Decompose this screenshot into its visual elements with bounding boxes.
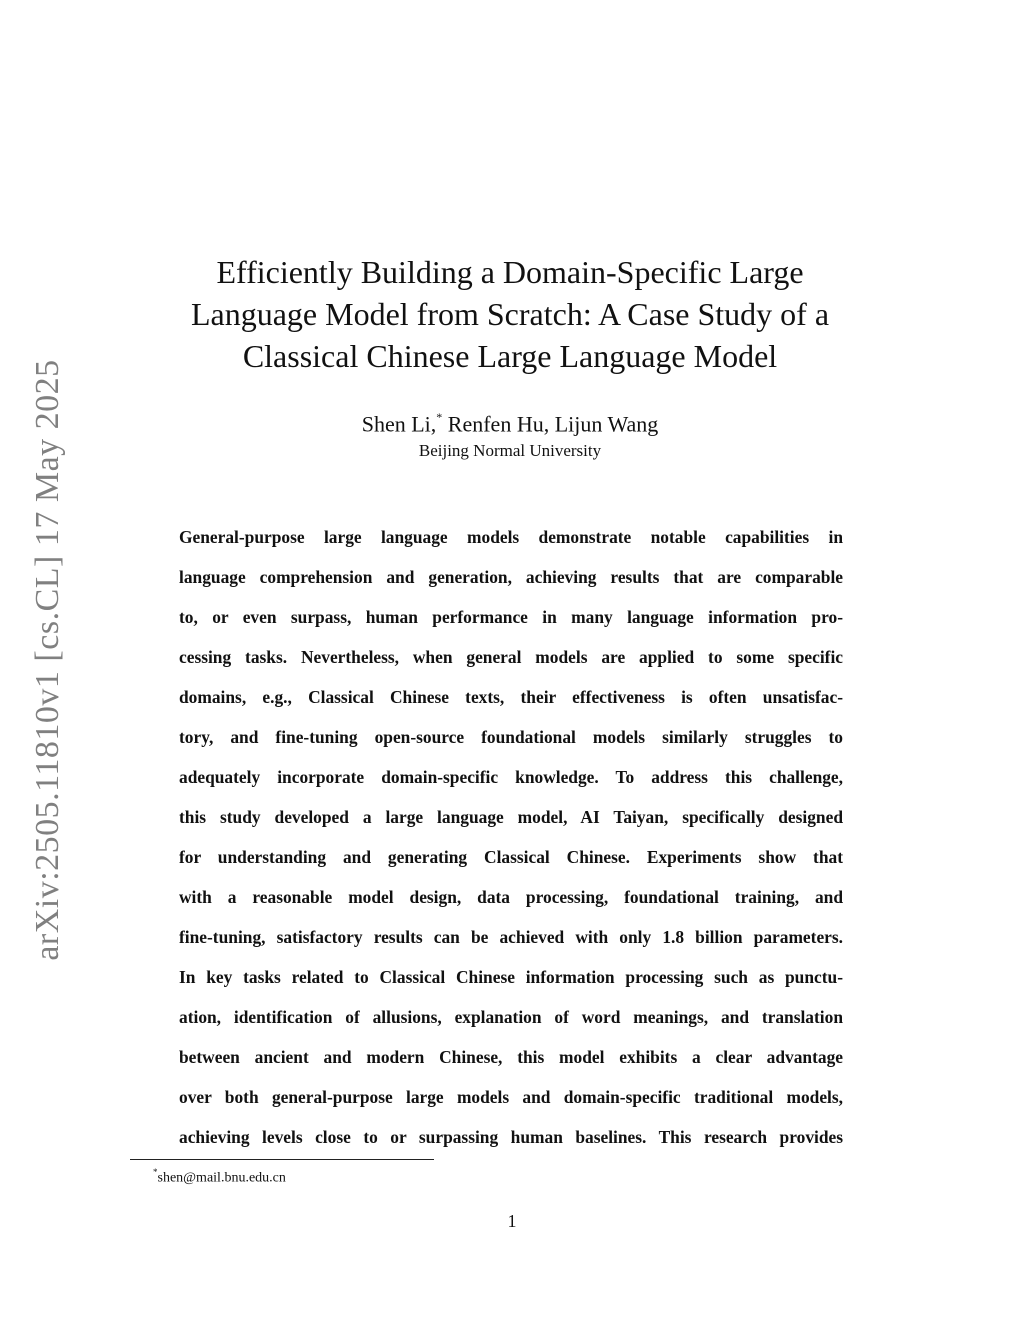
affiliation: Beijing Normal University bbox=[418, 441, 602, 460]
abstract-line: achieving levels close to or surpassing human baselines. This research provides bbox=[179, 1127, 843, 1147]
footnote bbox=[153, 1163, 286, 1189]
arxiv-identifier: arXiv:2505.11810v1 [cs.CL] 17 May 2025 bbox=[29, 359, 66, 961]
abstract-line: to, or even surpass, human performance in many language information pro- bbox=[179, 607, 843, 627]
abstract-line: with a reasonable model design, data processing, foundational training, and bbox=[179, 887, 843, 907]
abstract-line: over both general-purpose large models and domain-specific traditional models, bbox=[179, 1087, 843, 1107]
abstract-line: In key tasks related to Classical Chinese information processing such as punctu- bbox=[179, 967, 843, 987]
abstract-line: adequately incorporate domain-specific knowledge. To address this challenge, bbox=[179, 767, 843, 787]
abstract-line: this study developed a large language model, AI Taiyan, specifically designed bbox=[179, 807, 843, 827]
author-name: Shen Li, bbox=[361, 411, 437, 437]
page-number: 1 bbox=[507, 1211, 517, 1231]
abstract-line: cessing tasks. Nevertheless, when general models are applied to some specific bbox=[179, 647, 843, 667]
abstract-line: fine-tuning, satisfactory results can be achieved with only 1.8 billion parameters. bbox=[179, 927, 843, 947]
abstract-line: for understanding and generating Classical Chinese. Experiments show that bbox=[179, 847, 843, 867]
abstract-line: between ancient and modern Chinese, this model exhibits a clear advantage bbox=[179, 1047, 843, 1067]
abstract-line: domains, e.g., Classical Chinese texts, their effectiveness is often unsatisfac- bbox=[179, 687, 843, 707]
title-line: Language Model from Scratch: A Case Study of a bbox=[190, 296, 830, 332]
footnote-email: shen@mail.bnu.edu.cn bbox=[157, 1170, 286, 1186]
title-line: Classical Chinese Large Language Model bbox=[242, 338, 778, 374]
author-list bbox=[130, 404, 890, 439]
abstract-line: General-purpose large language models demonstrate notable capabilities in bbox=[179, 527, 843, 547]
abstract-line: language comprehension and generation, achieving results that are comparable bbox=[179, 567, 843, 587]
footnote-divider bbox=[130, 1159, 434, 1160]
footnote-marker: * bbox=[436, 410, 443, 424]
title-line: Efficiently Building a Domain-Specific Large bbox=[216, 254, 804, 290]
paper-title bbox=[130, 251, 890, 377]
abstract-line: tory, and fine-tuning open-source foundational models similarly struggles to bbox=[179, 727, 843, 747]
footnote-marker: * bbox=[153, 1167, 158, 1177]
author-names-rest: Renfen Hu, Lijun Wang bbox=[442, 411, 659, 437]
abstract-line: ation, identification of allusions, explanation of word meanings, and translation bbox=[179, 1007, 843, 1027]
abstract bbox=[179, 520, 843, 1160]
